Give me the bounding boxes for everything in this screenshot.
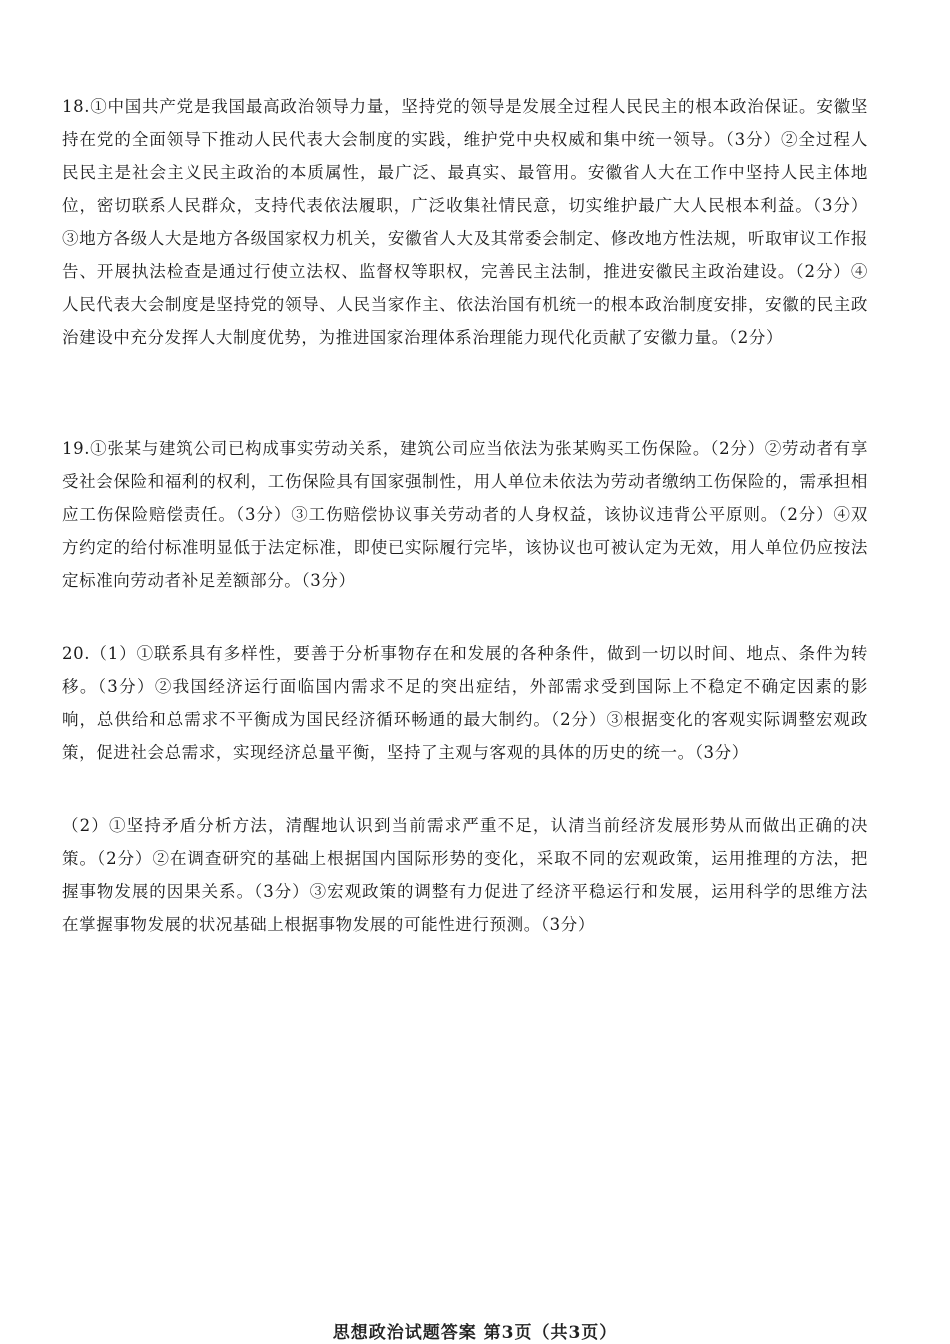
answer-20-part-2: （2）①坚持矛盾分析方法，清醒地认识到当前需求严重不足，认清当前经济发展形势从而做出正确的决策。（2分）②在调查研究的基础上根据国内国际形势的变化，采取不同的宏观政策，运用推理的方法，把握事物发展的因果关系。（3分）③宏观政策的调整有力促进了经济平稳运行和发展，运用科学的思维方法在掌握事物发展的状况基础上根据事物发展的可能性进行预测。（3分） xyxy=(62,816,868,934)
answer-19: 19.①张某与建筑公司已构成事实劳动关系，建筑公司应当依法为张某购买工伤保险。（2分）②劳动者有享受社会保险和福利的权利，工伤保险具有国家强制性，用人单位未依法为劳动者缴纳工伤保险的，需承担相应工伤保险赔偿责任。（3分）③工伤赔偿协议事关劳动者的人身权益，该协议违背公平原则。（2分）④双方约定的给付标准明显低于法定标准，即使已实际履行完毕，该协议也可被认定为无效，用人单位仍应按法定标准向劳动者补足差额部分。（3分） xyxy=(62,439,868,590)
answer-18: 18.①中国共产党是我国最高政治领导力量，坚持党的领导是发展全过程人民民主的根本政治保证。安徽坚持在党的全面领导下推动人民代表大会制度的实践，维护党中央权威和集中统一领导。（3分）②全过程人民民主是社会主义民主政治的本质属性，最广泛、最真实、最管用。安徽省人大在工作中坚持人民主体地位，密切联系人民群众，支持代表依法履职，广泛收集社情民意，切实维护最广大人民根本利益。（3分）③地方各级人大是地方各级国家权力机关，安徽省人大及其常委会制定、修改地方性法规，听取审议工作报告、开展执法检查是通过行使立法权、监督权等职权，完善民主法制，推进安徽民主政治建设。（2分）④人民代表大会制度是坚持党的领导、人民当家作主、依法治国有机统一的根本政治制度安排，安徽的民主政治建设中充分发挥人大制度优势，为推进国家治理体系治理能力现代化贡献了安徽力量。（2分） xyxy=(62,97,868,347)
page-footer: 思想政治试题答案 第3页（共3页） xyxy=(332,1323,618,1343)
answer-20-part-1: 20.（1）①联系具有多样性，要善于分析事物存在和发展的各种条件，做到一切以时间、地点、条件为转移。（3分）②我国经济运行面临国内需求不足的突出症结，外部需求受到国际上不稳定不确定因素的影响，总供给和总需求不平衡成为国民经济循环畅通的最大制约。（2分）③根据变化的客观实际调整宏观政策，促进社会总需求，实现经济总量平衡，坚持了主观与客观的具体的历史的统一。（3分） xyxy=(62,644,868,762)
